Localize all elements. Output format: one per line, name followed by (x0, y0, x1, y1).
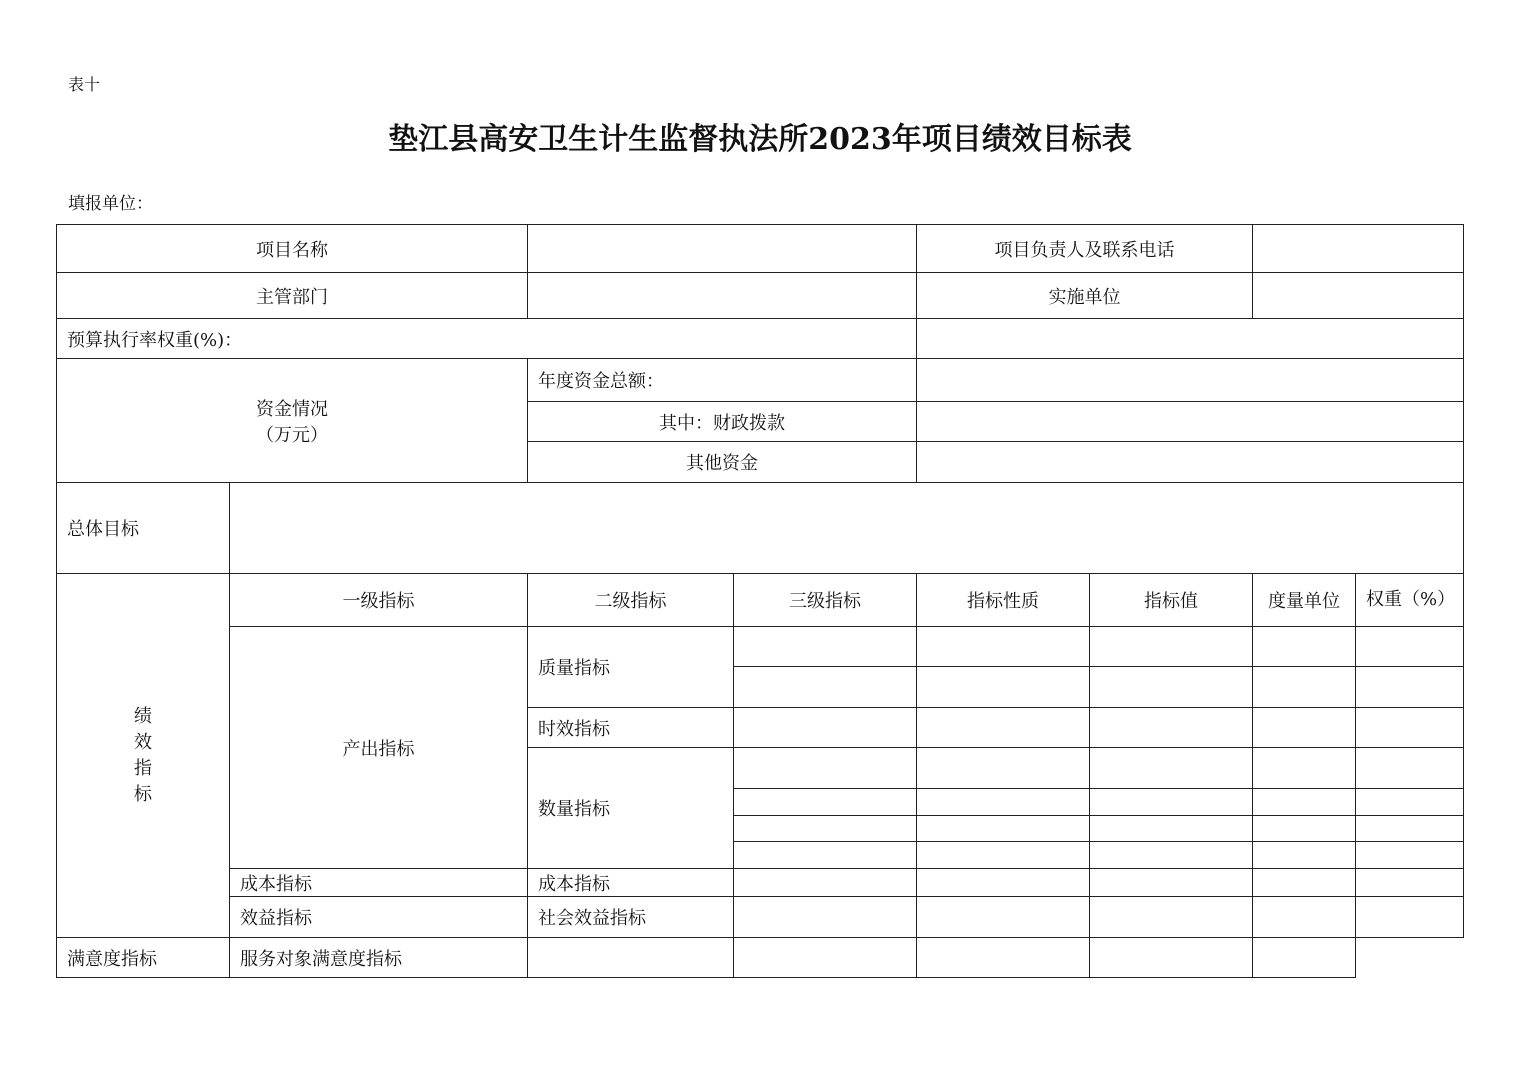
other-funds-value[interactable] (917, 442, 1464, 483)
level1-satisfaction: 满意度指标 (57, 938, 230, 978)
cell[interactable] (734, 816, 917, 842)
header-nature: 指标性质 (917, 574, 1090, 627)
cell[interactable] (1356, 708, 1464, 748)
cell[interactable] (1356, 897, 1464, 938)
level2-quality: 质量指标 (528, 627, 734, 708)
funds-label (57, 359, 528, 483)
overall-goal-value[interactable] (230, 483, 1464, 574)
implementing-unit-value[interactable] (1253, 273, 1464, 319)
implementing-unit-label: 实施单位 (917, 273, 1253, 319)
cell[interactable] (528, 938, 734, 978)
cell[interactable] (917, 869, 1090, 897)
cell[interactable] (917, 748, 1090, 789)
cell[interactable] (1356, 789, 1464, 816)
cell[interactable] (1090, 748, 1253, 789)
cell[interactable] (1090, 938, 1253, 978)
fiscal-allocation-label: 其中：财政拨款 (528, 402, 917, 442)
cell[interactable] (734, 667, 917, 708)
fill-unit-label: 填报单位： (68, 194, 153, 214)
cell[interactable] (1253, 869, 1356, 897)
budget-weight-label: 预算执行率权重(%)： (57, 319, 917, 359)
cell[interactable] (1253, 938, 1356, 978)
level2-social-benefit: 社会效益指标 (528, 897, 734, 938)
cell[interactable] (1253, 897, 1356, 938)
level2-timeliness: 时效指标 (528, 708, 734, 748)
page-title: 垫江县高安卫生计生监督执法所2023年项目绩效目标表 (388, 122, 1132, 157)
cell[interactable] (1090, 816, 1253, 842)
project-name-label: 项目名称 (57, 225, 528, 273)
cell[interactable] (734, 938, 917, 978)
cell[interactable] (734, 869, 917, 897)
performance-indicators-label: 绩 效 指 标 (57, 574, 230, 938)
cell[interactable] (1356, 748, 1464, 789)
cell[interactable] (1090, 667, 1253, 708)
cell[interactable] (1090, 869, 1253, 897)
funds-label-line2: （万元） (256, 424, 328, 446)
header-weight: 权重（%） (1356, 574, 1464, 627)
level1-benefit: 效益指标 (230, 897, 528, 938)
level1-output: 产出指标 (230, 627, 528, 869)
cell[interactable] (1253, 842, 1356, 869)
cell[interactable] (917, 816, 1090, 842)
cell[interactable] (1356, 667, 1464, 708)
cell[interactable] (1090, 842, 1253, 869)
level1-cost: 成本指标 (230, 869, 528, 897)
header-level1: 一级指标 (230, 574, 528, 627)
cell[interactable] (734, 748, 917, 789)
header-level2: 二级指标 (528, 574, 734, 627)
performance-target-table (56, 224, 1464, 978)
cell[interactable] (1253, 789, 1356, 816)
cell[interactable] (917, 842, 1090, 869)
header-value: 指标值 (1090, 574, 1253, 627)
cell[interactable] (917, 627, 1090, 667)
cell[interactable] (1356, 627, 1464, 667)
overall-goal-label: 总体目标 (57, 483, 230, 574)
header-unit: 度量单位 (1253, 574, 1356, 627)
cell[interactable] (734, 789, 917, 816)
level2-cost: 成本指标 (528, 869, 734, 897)
cell[interactable] (917, 789, 1090, 816)
level2-service-satisfaction: 服务对象满意度指标 (230, 938, 528, 978)
cell[interactable] (1356, 842, 1464, 869)
project-leader-phone-value[interactable] (1253, 225, 1464, 273)
cell[interactable] (917, 897, 1090, 938)
cell[interactable] (1356, 816, 1464, 842)
cell[interactable] (1090, 789, 1253, 816)
cell[interactable] (917, 708, 1090, 748)
cell[interactable] (1253, 667, 1356, 708)
cell[interactable] (1090, 627, 1253, 667)
other-funds-label: 其他资金 (528, 442, 917, 483)
cell[interactable] (1253, 708, 1356, 748)
level2-quantity: 数量指标 (528, 748, 734, 869)
cell[interactable] (734, 627, 917, 667)
table-number: 表十 (68, 75, 101, 94)
cell[interactable] (1356, 869, 1464, 897)
cell[interactable] (1253, 816, 1356, 842)
project-name-value[interactable] (528, 225, 917, 273)
budget-weight-value[interactable] (917, 319, 1464, 359)
supervising-dept-value[interactable] (528, 273, 917, 319)
cell[interactable] (1090, 708, 1253, 748)
cell[interactable] (1090, 897, 1253, 938)
annual-total-value[interactable] (917, 359, 1464, 402)
cell[interactable] (1253, 748, 1356, 789)
header-level3: 三级指标 (734, 574, 917, 627)
cell[interactable] (734, 708, 917, 748)
cell[interactable] (917, 938, 1090, 978)
cell[interactable] (734, 897, 917, 938)
funds-label-line1: 资金情况 (256, 398, 328, 420)
project-leader-phone-label: 项目负责人及联系电话 (917, 225, 1253, 273)
cell[interactable] (734, 842, 917, 869)
supervising-dept-label: 主管部门 (57, 273, 528, 319)
cell[interactable] (917, 667, 1090, 708)
annual-total-label: 年度资金总额： (528, 359, 917, 402)
fiscal-allocation-value[interactable] (917, 402, 1464, 442)
cell[interactable] (1253, 627, 1356, 667)
